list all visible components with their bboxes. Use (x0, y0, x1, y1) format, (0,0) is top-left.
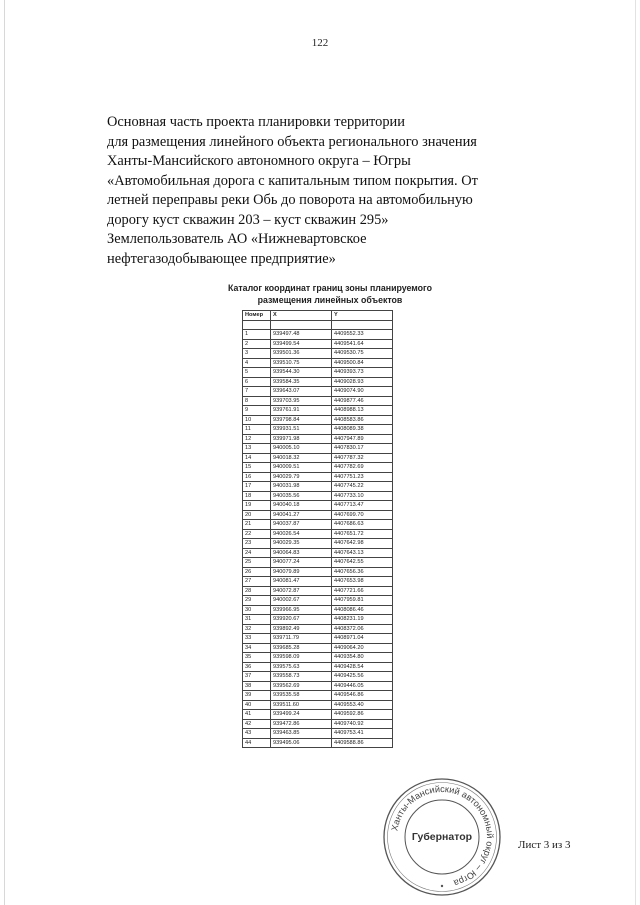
table-spacer-row (243, 320, 393, 330)
table-title-line: Каталог координат границ зоны планируемого (228, 283, 432, 293)
spacer-cell (271, 320, 332, 330)
cell-y: 4408583.86 (332, 415, 393, 425)
seal-ring-text: Ханты-Мансийский автономный округ – Югра (389, 783, 496, 889)
cell-number: 26 (243, 567, 271, 577)
cell-x: 939892.49 (271, 624, 332, 634)
cell-x: 939558.73 (271, 672, 332, 682)
cell-number: 27 (243, 577, 271, 587)
table-row (243, 482, 393, 492)
table-title-line: размещения линейных объектов (257, 294, 403, 305)
cell-number: 24 (243, 548, 271, 558)
cell-x: 939920.67 (271, 615, 332, 625)
cell-number: 43 (243, 729, 271, 739)
cell-y: 4408988.13 (332, 406, 393, 416)
cell-y: 4407947.89 (332, 434, 393, 444)
table-row (243, 577, 393, 587)
cell-y: 4407656.36 (332, 567, 393, 577)
cell-number: 16 (243, 472, 271, 482)
cell-y: 4409753.41 (332, 729, 393, 739)
table-row (243, 387, 393, 397)
table-row (243, 330, 393, 340)
cell-number: 30 (243, 605, 271, 615)
cell-number: 32 (243, 624, 271, 634)
table-row (243, 700, 393, 710)
cell-y: 4407787.32 (332, 453, 393, 463)
cell-y: 4407642.98 (332, 539, 393, 549)
cell-y: 4409446.05 (332, 681, 393, 691)
cell-x: 939499.24 (271, 710, 332, 720)
cell-y: 4409064.20 (332, 643, 393, 653)
cell-y: 4407699.70 (332, 510, 393, 520)
cell-number: 14 (243, 453, 271, 463)
cell-number: 25 (243, 558, 271, 568)
heading-line: летней переправы реки Обь до поворота на автомобильную (107, 192, 473, 208)
cell-y: 4407751.23 (332, 472, 393, 482)
cell-x: 940041.27 (271, 510, 332, 520)
table-row (243, 653, 393, 663)
cell-number: 29 (243, 596, 271, 606)
cell-y: 4409877.46 (332, 396, 393, 406)
cell-x: 939499.54 (271, 339, 332, 349)
cell-number: 4 (243, 358, 271, 368)
cell-x: 940009.51 (271, 463, 332, 473)
cell-number: 15 (243, 463, 271, 473)
cell-x: 939685.28 (271, 643, 332, 653)
cell-x: 940029.35 (271, 539, 332, 549)
cell-x: 939510.75 (271, 358, 332, 368)
cell-x: 939535.58 (271, 691, 332, 701)
cell-x: 939598.09 (271, 653, 332, 663)
table-row (243, 662, 393, 672)
cell-x: 939761.91 (271, 406, 332, 416)
table-row (243, 453, 393, 463)
table-row (243, 339, 393, 349)
table-row (243, 567, 393, 577)
table-row (243, 710, 393, 720)
cell-number: 39 (243, 691, 271, 701)
page-number: 122 (311, 37, 329, 49)
cell-y: 4409740.92 (332, 719, 393, 729)
cell-number: 18 (243, 491, 271, 501)
heading-line: Ханты-Мансийского автономного округа – Югры (107, 153, 411, 169)
cell-y: 4408231.19 (332, 615, 393, 625)
table-row (243, 434, 393, 444)
cell-number: 35 (243, 653, 271, 663)
table-row (243, 510, 393, 520)
cell-y: 4409592.86 (332, 710, 393, 720)
cell-number: 9 (243, 406, 271, 416)
table-row (243, 643, 393, 653)
table-row (243, 586, 393, 596)
cell-number: 41 (243, 710, 271, 720)
cell-y: 4408372.06 (332, 624, 393, 634)
cell-x: 940005.10 (271, 444, 332, 454)
cell-y: 4408086.46 (332, 605, 393, 615)
cell-x: 940081.47 (271, 577, 332, 587)
cell-number: 10 (243, 415, 271, 425)
cell-y: 4407653.98 (332, 577, 393, 587)
cell-number: 21 (243, 520, 271, 530)
cell-y: 4407721.66 (332, 586, 393, 596)
table-row (243, 415, 393, 425)
cell-x: 940002.67 (271, 596, 332, 606)
cell-y: 4409541.64 (332, 339, 393, 349)
cell-number: 38 (243, 681, 271, 691)
table-row (243, 681, 393, 691)
cell-number: 8 (243, 396, 271, 406)
table-row (243, 520, 393, 530)
cell-number: 22 (243, 529, 271, 539)
cell-x: 940018.32 (271, 453, 332, 463)
cell-number: 11 (243, 425, 271, 435)
cell-y: 4409354.80 (332, 653, 393, 663)
table-row (243, 691, 393, 701)
cell-x: 939472.86 (271, 719, 332, 729)
cell-x: 939575.63 (271, 662, 332, 672)
cell-x: 939711.79 (271, 634, 332, 644)
sheet-number: Лист 3 из 3 (518, 839, 571, 851)
cell-y: 4407651.72 (332, 529, 393, 539)
cell-x: 939511.60 (271, 700, 332, 710)
governor-seal (381, 776, 503, 898)
table-row (243, 491, 393, 501)
coordinates-table-body (243, 330, 393, 748)
cell-x: 940079.89 (271, 567, 332, 577)
cell-y: 4409546.86 (332, 691, 393, 701)
cell-y: 4407642.55 (332, 558, 393, 568)
cell-x: 939463.85 (271, 729, 332, 739)
heading-line: для размещения линейного объекта регионального значения (107, 133, 477, 150)
cell-number: 5 (243, 368, 271, 378)
cell-number: 20 (243, 510, 271, 520)
cell-y: 4409425.56 (332, 672, 393, 682)
cell-y: 4408089.38 (332, 425, 393, 435)
heading-line: Основная часть проекта планировки территории (107, 114, 405, 130)
cell-y: 4409530.75 (332, 349, 393, 359)
table-row (243, 596, 393, 606)
cell-number: 42 (243, 719, 271, 729)
coordinates-table (242, 310, 393, 748)
table-row (243, 634, 393, 644)
cell-number: 13 (243, 444, 271, 454)
cell-x: 939584.35 (271, 377, 332, 387)
table-row (243, 738, 393, 748)
cell-y: 4409074.90 (332, 387, 393, 397)
column-header-y: Y (332, 311, 393, 321)
cell-y: 4409588.86 (332, 738, 393, 748)
cell-x: 939501.36 (271, 349, 332, 359)
cell-x: 940029.79 (271, 472, 332, 482)
table-row (243, 358, 393, 368)
cell-y: 4409393.73 (332, 368, 393, 378)
cell-y: 4409500.84 (332, 358, 393, 368)
cell-number: 19 (243, 501, 271, 511)
table-header-row (243, 311, 393, 321)
table-row (243, 425, 393, 435)
cell-x: 940077.24 (271, 558, 332, 568)
cell-x: 939643.07 (271, 387, 332, 397)
cell-x: 940035.56 (271, 491, 332, 501)
cell-number: 44 (243, 738, 271, 748)
table-row (243, 558, 393, 568)
cell-y: 4407782.69 (332, 463, 393, 473)
cell-number: 1 (243, 330, 271, 340)
table-row (243, 444, 393, 454)
cell-number: 12 (243, 434, 271, 444)
cell-y: 4407686.63 (332, 520, 393, 530)
heading-line: Землепользователь АО «Нижневартовское (107, 231, 367, 247)
spacer-cell (332, 320, 393, 330)
cell-y: 4409553.40 (332, 700, 393, 710)
cell-y: 4407643.13 (332, 548, 393, 558)
cell-number: 34 (243, 643, 271, 653)
cell-number: 3 (243, 349, 271, 359)
table-row (243, 406, 393, 416)
cell-x: 940031.98 (271, 482, 332, 492)
cell-x: 940072.87 (271, 586, 332, 596)
table-row (243, 463, 393, 473)
cell-y: 4409028.93 (332, 377, 393, 387)
cell-x: 939971.98 (271, 434, 332, 444)
cell-number: 37 (243, 672, 271, 682)
table-row (243, 472, 393, 482)
table-row (243, 529, 393, 539)
cell-x: 939931.51 (271, 425, 332, 435)
cell-number: 2 (243, 339, 271, 349)
cell-x: 939798.84 (271, 415, 332, 425)
table-row (243, 548, 393, 558)
cell-y: 4407733.10 (332, 491, 393, 501)
cell-number: 33 (243, 634, 271, 644)
cell-y: 4407830.17 (332, 444, 393, 454)
cell-number: 31 (243, 615, 271, 625)
table-row (243, 605, 393, 615)
table-row (243, 615, 393, 625)
spacer-cell (243, 320, 271, 330)
document-heading (107, 113, 527, 269)
seal-dot-icon (441, 885, 443, 887)
cell-x: 940064.83 (271, 548, 332, 558)
cell-number: 40 (243, 700, 271, 710)
table-title (180, 283, 480, 306)
cell-number: 23 (243, 539, 271, 549)
table-row (243, 729, 393, 739)
cell-number: 17 (243, 482, 271, 492)
table-row (243, 377, 393, 387)
cell-x: 939966.95 (271, 605, 332, 615)
seal-center-text: Губернатор (411, 831, 473, 843)
scan-edge-left (4, 0, 5, 905)
cell-y: 4409428.54 (332, 662, 393, 672)
cell-number: 28 (243, 586, 271, 596)
column-header-x: X (271, 311, 332, 321)
cell-number: 7 (243, 387, 271, 397)
scan-edge-right (635, 0, 636, 905)
cell-number: 36 (243, 662, 271, 672)
table-row (243, 396, 393, 406)
cell-x: 939497.48 (271, 330, 332, 340)
table-row (243, 719, 393, 729)
table-row (243, 349, 393, 359)
table-row (243, 672, 393, 682)
table-row (243, 539, 393, 549)
heading-line: дорогу куст скважин 203 – куст скважин 295» (107, 211, 389, 228)
table-row (243, 624, 393, 634)
cell-y: 4407713.47 (332, 501, 393, 511)
column-header-number: Номер (243, 311, 271, 321)
cell-y: 4409552.33 (332, 330, 393, 340)
heading-line: нефтегазодобывающее предприятие» (107, 250, 336, 267)
cell-y: 4407745.22 (332, 482, 393, 492)
cell-x: 939495.06 (271, 738, 332, 748)
cell-x: 940037.87 (271, 520, 332, 530)
heading-line: «Автомобильная дорога с капитальным типом покрытия. От (107, 172, 478, 189)
cell-x: 940040.18 (271, 501, 332, 511)
table-row (243, 501, 393, 511)
cell-y: 4408971.04 (332, 634, 393, 644)
cell-x: 940026.54 (271, 529, 332, 539)
cell-x: 939703.95 (271, 396, 332, 406)
cell-x: 939562.69 (271, 681, 332, 691)
cell-y: 4407959.81 (332, 596, 393, 606)
cell-number: 6 (243, 377, 271, 387)
table-row (243, 368, 393, 378)
cell-x: 939544.30 (271, 368, 332, 378)
